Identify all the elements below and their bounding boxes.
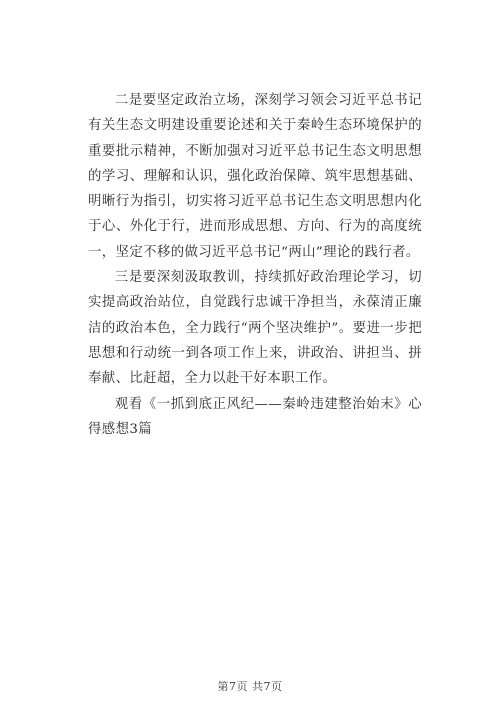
- paragraph-3: 三是要深刻汲取教训，持续抓好政治理论学习，切实提高政治站位，自觉践行忠诚干净担当，永葆清正廉洁的政治本色，全力践行“两个坚决维护”。要进一步把思想和行动统一到各项工作上来，讲政治、讲担当、拼奉献、比赶超，全力以赴干好本职工作。: [88, 270, 422, 387]
- next-article-title: 观看《一抓到底正风纪——秦岭违建整治始末》心得感想3篇: [88, 396, 422, 437]
- paragraph-2: 二是要坚定政治立场，深刻学习领会习近平总书记有关生态文明建设重要论述和关于秦岭生态环境保护的重要批示精神，不断加强对习近平总书记生态文明思想的学习、理解和认识，强化政治保障、筑牢思想基础、明晰行为指引，切实将习近平总书记生态文明思想内化于心、外化于行，进而形成思想、方向、行为的高度统一，坚定不移的做习近平总书记“两山”理论的践行者。: [88, 93, 422, 260]
- document-body: [88, 88, 422, 442]
- page-number-footer: 第7页 共7页: [217, 680, 283, 693]
